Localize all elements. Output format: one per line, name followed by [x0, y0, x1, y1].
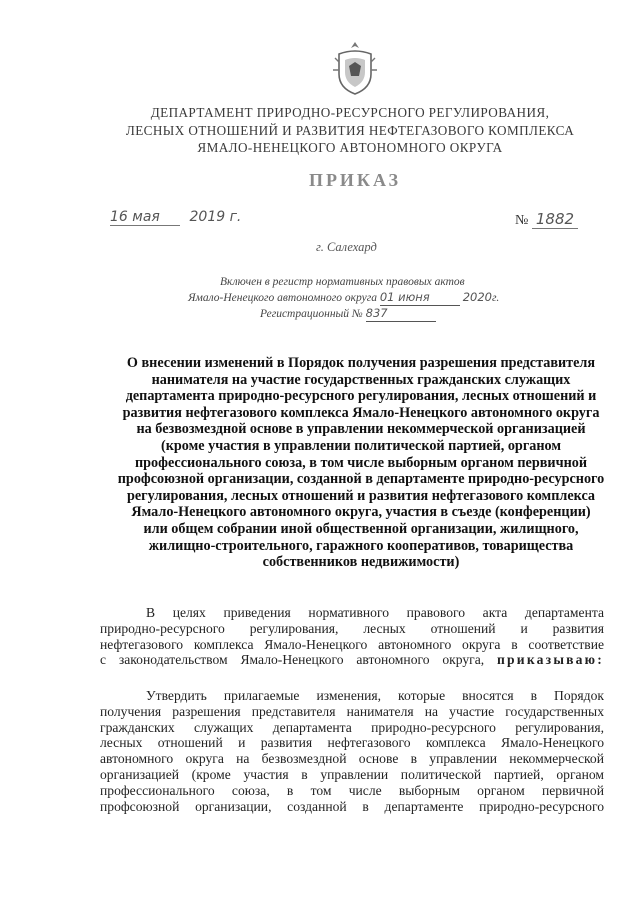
order-number	[515, 210, 578, 229]
title-line: регулирования, лесных отношений и развития нефтегазового комплекса	[126, 487, 596, 504]
registry-line-2	[180, 290, 560, 306]
order-verb: приказываю:	[497, 652, 604, 668]
title-line: профессионального союза, в том числе выборным органом первичной	[134, 454, 588, 471]
title-line: департамента природно-ресурсного регулирования, лесных отношений и	[125, 388, 597, 405]
paragraph-preamble	[100, 605, 604, 668]
department-line: ДЕПАРТАМЕНТ ПРИРОДНО-РЕСУРСНОГО РЕГУЛИРОВАНИЯ,	[150, 105, 550, 120]
title-line: или общем собрании иной общественной организации, жилищного,	[143, 520, 579, 537]
paragraph-approve	[100, 688, 604, 814]
registry-number: 837	[366, 306, 436, 322]
title-line: собственников недвижимости)	[262, 554, 460, 571]
coat-of-arms-icon	[331, 40, 379, 98]
document-type: ПРИКАЗ	[308, 170, 402, 190]
paragraph-line: организацией (кроме участия в управлении политической партией, органом	[100, 766, 604, 782]
paragraph-line: профсоюзной организации, созданной в департаменте природно-ресурсного	[100, 798, 604, 814]
paragraph-line: профессионального союза, в том числе выборным органом первичной	[100, 782, 604, 798]
paragraph-line	[100, 652, 604, 668]
paragraph-line: получения разрешения представителя нанимателя на участие государственных	[100, 703, 604, 719]
paragraph-line: Утвердить прилагаемые изменения, которые вносятся в Порядок	[146, 688, 604, 703]
paragraph-line: нефтегазового комплекса Ямало-Ненецкого автономного округа в соответствие	[100, 636, 604, 652]
registry-line-3	[180, 306, 560, 322]
paragraph-line: гражданских служащих департамента природно-ресурсного регулирования,	[100, 719, 604, 735]
department-line: ЛЕСНЫХ ОТНОШЕНИЙ И РАЗВИТИЯ НЕФТЕГАЗОВОГО КОМПЛЕКСА	[125, 122, 575, 138]
title-line: развития нефтегазового комплекса Ямало-Ненецкого автономного округа	[122, 404, 600, 421]
registry-year: 2020	[462, 290, 492, 304]
handwritten-year: 2019 г.	[189, 209, 242, 225]
city: г. Салехард	[316, 240, 377, 254]
handwritten-number: 1882	[532, 210, 578, 229]
number-prefix: №	[515, 213, 529, 228]
title-line: Ямало-Ненецкого автономного округа, участия в съезде (конференции)	[131, 504, 591, 521]
paragraph-line: автономного округа на безвозмездной основе в управлении некоммерческой	[100, 751, 604, 767]
paragraph-line: лесных отношений и развития нефтегазового комплекса Ямало-Ненецкого	[100, 735, 604, 751]
registry-stamp	[180, 275, 560, 322]
registry-date: 01 июня	[380, 290, 460, 306]
paragraph-line: В целях приведения нормативного правового акта департамента	[146, 605, 604, 620]
registry-year-suffix: г.	[491, 292, 500, 304]
department-name	[80, 104, 620, 157]
registry-number-label: Регистрационный №	[260, 308, 363, 320]
title-line: на безвозмездной основе в управлении некоммерческой организацией	[136, 421, 586, 438]
order-date	[110, 209, 241, 226]
title-line: нанимателя на участие государственных гражданских служащих	[151, 371, 571, 388]
order-title	[108, 355, 614, 571]
title-line: профсоюзной организации, созданной в департаменте природно-ресурсного	[117, 471, 605, 488]
title-line: О внесении изменений в Порядок получения разрешения представителя	[126, 355, 596, 371]
department-line: ЯМАЛО-НЕНЕЦКОГО АВТОНОМНОГО ОКРУГА	[197, 140, 503, 155]
paragraph-line: природно-ресурсного регулирования, лесных отношений и развития	[100, 620, 604, 636]
handwritten-date: 16 мая	[110, 209, 180, 226]
title-line: жилищно-строительного, гаражного кооперативов, товарищества	[148, 537, 574, 554]
registry-region: Ямало-Ненецкого автономного округа	[188, 292, 377, 304]
title-line: (кроме участия в управлении политической партией, органом	[160, 437, 562, 454]
paragraph-line-text: с законодательством Ямало-Ненецкого автономного округа,	[100, 652, 485, 668]
registry-line-1: Включен в регистр нормативных правовых актов	[220, 276, 465, 288]
